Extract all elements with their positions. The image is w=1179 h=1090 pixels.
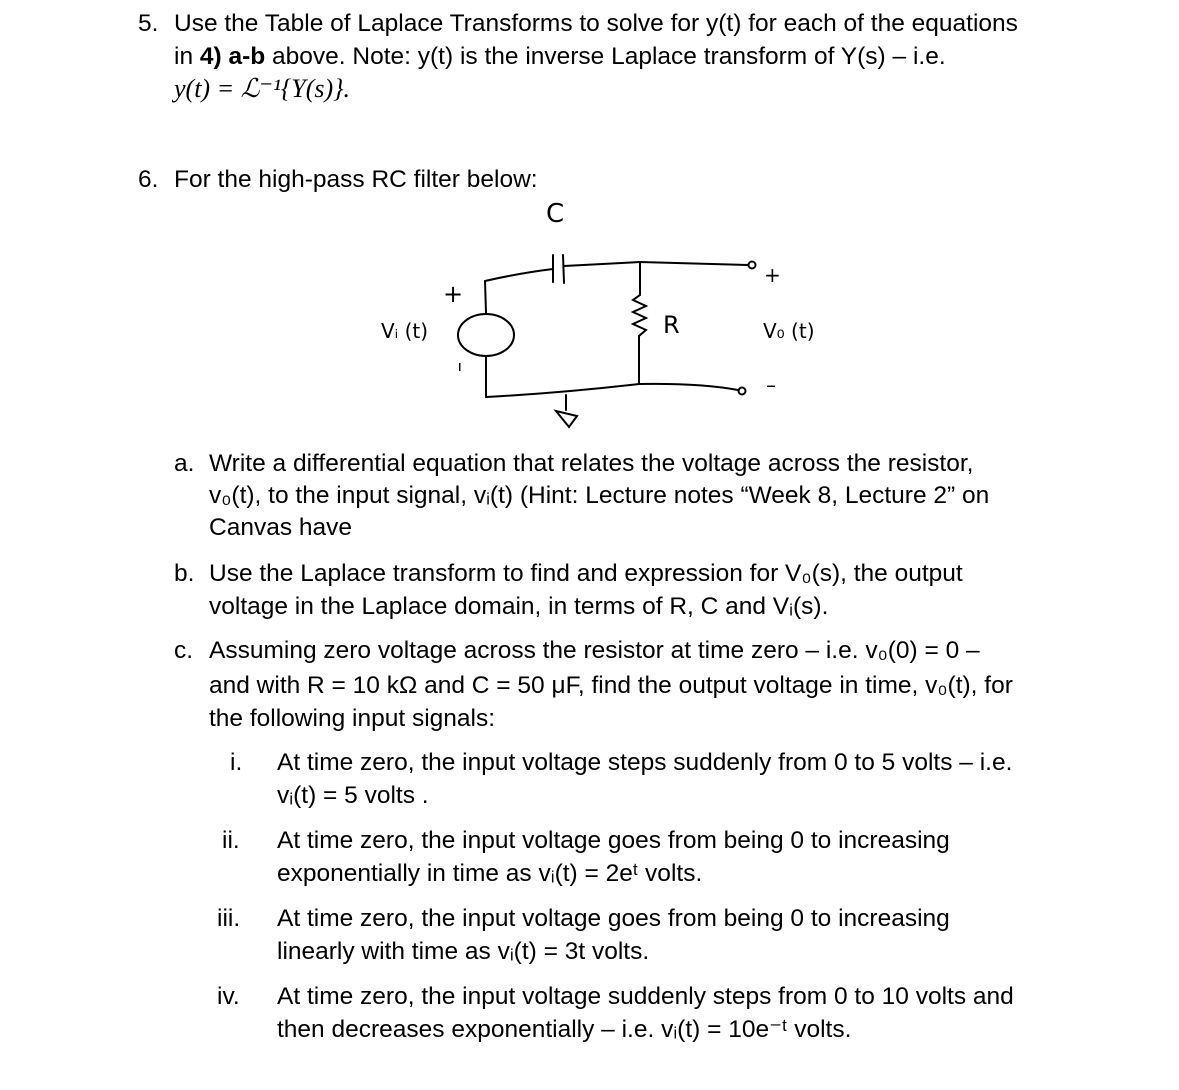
q5-line-2a: in: [174, 43, 200, 70]
part-a-line-2: v₀(t), to the input signal, vᵢ(t) (Hint: Lecture notes “Week 8, Lecture 2” on: [209, 482, 990, 509]
wire-top-right: [564, 262, 748, 266]
part-c-line-3: the following input signals:: [209, 705, 496, 732]
output-terminal-top: [749, 262, 756, 269]
part-b-line-2: voltage in the Laplace domain, in terms of R, C and Vᵢ(s).: [209, 593, 829, 620]
q5-number: 5.: [138, 10, 159, 37]
q5-line-1: Use the Table of Laplace Transforms to solve for y(t) for each of the equations: [174, 10, 1018, 37]
wire-top-left: [485, 269, 553, 281]
subitem-line-2: exponentially in time as vᵢ(t) = 2eᵗ volts.: [277, 860, 703, 887]
subitem-line-2: vᵢ(t) = 5 volts .: [277, 782, 429, 809]
part-a-label: a.: [174, 450, 195, 477]
part-a-line-3: Canvas have: [209, 514, 353, 541]
subitem-label: iii.: [217, 905, 241, 932]
input-voltage-label: Vᵢ (t): [381, 319, 429, 343]
output-voltage-label: V₀ (t): [763, 319, 815, 343]
part-c-line-2: and with R = 10 kΩ and C = 50 μF, find the output voltage in time, v₀(t), for: [209, 672, 1013, 699]
capacitor-label: C: [546, 199, 565, 229]
q6-intro: For the high-pass RC filter below:: [174, 166, 538, 193]
subitem-line-1: At time zero, the input voltage suddenly steps from 0 to 10 volts and: [277, 983, 1014, 1010]
output-terminal-bottom: [739, 388, 746, 395]
resistor-label: R: [663, 311, 680, 339]
subitem-line-1: At time zero, the input voltage goes from being 0 to increasing: [277, 827, 950, 854]
q6-number: 6.: [138, 166, 159, 193]
q5-line-2-bold: 4) a-b: [199, 43, 266, 70]
part-a-line-1: Write a differential equation that relates the voltage across the resistor,: [209, 450, 974, 477]
subitem-label: ii.: [222, 827, 240, 854]
resistor-symbol: [633, 262, 646, 384]
q5-line-3: y(t) = ℒ⁻¹{Y(s)}.: [174, 74, 351, 103]
part-c-line-1: Assuming zero voltage across the resistor at time zero – i.e. v₀(0) = 0 –: [209, 637, 980, 664]
capacitor-plate-right: [563, 255, 564, 283]
subitem-line-2: linearly with time as vᵢ(t) = 3t volts.: [277, 938, 650, 965]
part-b-line-1: Use the Laplace transform to find and expression for V₀(s), the output: [209, 560, 963, 587]
output-minus-sign: –: [766, 373, 776, 397]
input-minus-sign: –: [449, 362, 473, 372]
q5-line-2b: above. Note: y(t) is the inverse Laplace transform of Y(s) – i.e.: [265, 43, 946, 70]
subitem-label: i.: [230, 749, 243, 776]
subitem-line-1: At time zero, the input voltage steps suddenly from 0 to 5 volts – i.e.: [277, 749, 1013, 776]
q5-line-2: [174, 40, 946, 73]
subitem-line-2: then decreases exponentially – i.e. vᵢ(t) = 10e⁻ᵗ volts.: [277, 1016, 852, 1043]
subitem-label: iv.: [217, 983, 240, 1010]
wire-source-top: [485, 281, 486, 313]
output-plus-sign: +: [764, 263, 781, 287]
input-plus-sign: +: [443, 280, 464, 308]
ground-icon: [556, 411, 577, 427]
voltage-source-symbol: [458, 314, 514, 356]
wire-bottom: [486, 384, 738, 397]
part-b-label: b.: [174, 560, 195, 587]
part-c-label: c.: [174, 637, 194, 664]
subitem-line-1: At time zero, the input voltage goes from being 0 to increasing: [277, 905, 950, 932]
